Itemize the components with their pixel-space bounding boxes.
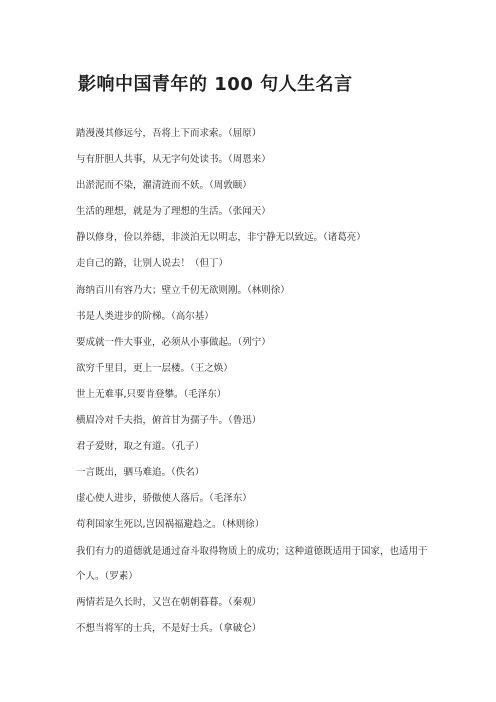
quote-item: 我们有力的道德就是通过奋斗取得物质上的成功；这种道德既适用于国家，也适用于个人。（罗素）: [76, 545, 428, 582]
document-title: 影响中国青年的 100 句人生名言: [78, 74, 353, 95]
quote-item: 静以修身，俭以养德，非淡泊无以明志，非宁静无以致远。（诸葛亮）: [76, 232, 366, 244]
quote-item: 苟利国家生死以,岂因祸福避趋之。（林则徐）: [76, 519, 265, 531]
quote-list: [76, 127, 428, 648]
quote-item: 不想当将军的士兵，不是好士兵。（拿破仑）: [76, 622, 262, 634]
quote-item: 出淤泥而不染，濯清涟而不妖。（周敦颐）: [76, 180, 252, 192]
quote-item: 虚心使人进步，骄傲使人落后。（毛泽东）: [76, 493, 252, 505]
quote-item: 欲穷千里目，更上一层楼。（王之焕）: [76, 362, 233, 374]
quote-item: 要成就一件大事业，必须从小事做起。（列宁）: [76, 336, 271, 348]
quote-item: 海纳百川有容乃大；壁立千仞无欲则刚。（林则徐）: [76, 284, 290, 296]
quote-item: 两情若是久长时，又岂在朝朝暮暮。（秦观）: [76, 596, 262, 608]
quote-item: 走自己的路，让别人说去！（但丁）: [76, 258, 229, 270]
quote-item: 踏漫漫其修远兮，吾将上下而求索。（屈原）: [76, 128, 262, 139]
quote-item: 世上无难事,只要肯登攀。（毛泽东）: [76, 388, 227, 400]
quote-item: 君子爱财，取之有道。（孔子）: [76, 441, 205, 453]
quote-item: 书是人类进步的阶梯。（高尔基）: [76, 310, 214, 322]
quote-item: 与有肝胆人共事，从无字句处读书。（周恩来）: [76, 154, 271, 166]
quote-item: 横眉冷对千夫指，俯首甘为孺子牛。（鲁迅）: [76, 415, 262, 427]
quote-item: 生活的理想，就是为了理想的生活。（张闻天）: [76, 206, 271, 218]
quote-item: 一言既出，驷马难追。（佚名）: [76, 467, 205, 479]
